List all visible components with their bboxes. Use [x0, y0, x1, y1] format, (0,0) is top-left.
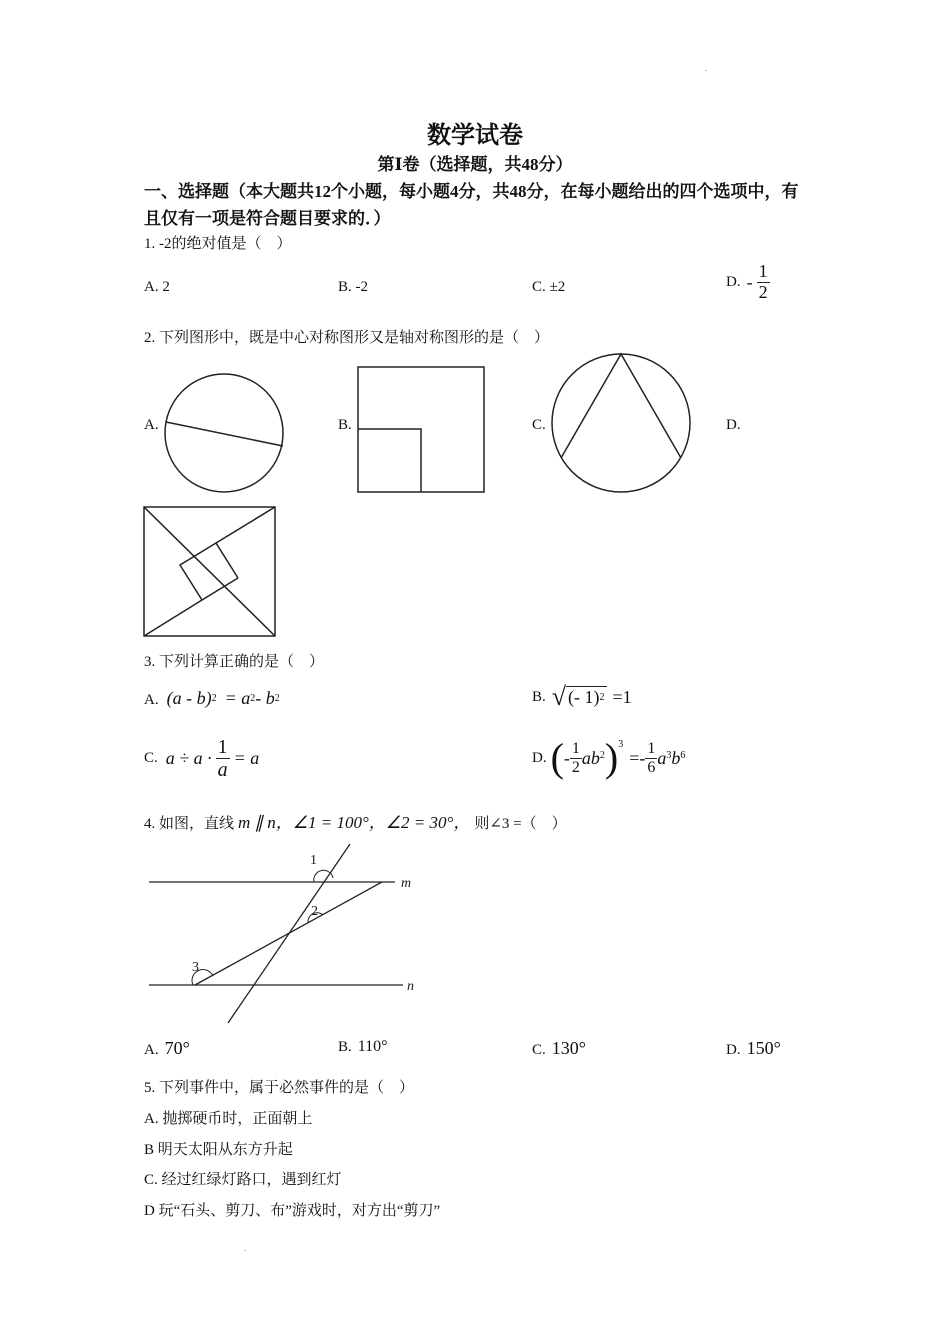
option-label: C. [144, 750, 158, 766]
fraction [216, 736, 230, 781]
option-label: D. [726, 273, 741, 290]
option-label: B. [338, 1039, 352, 1055]
expression: = a [224, 688, 251, 708]
question-2-option-c: C. [532, 417, 546, 433]
line-n-label: n [407, 979, 414, 994]
option-value: 70° [164, 1038, 190, 1058]
expression: - b [255, 688, 275, 708]
figure-circle-with-triangle [548, 350, 694, 496]
angle-2-label: 2 [311, 904, 318, 919]
stem-math: m ∥ n，∠1 = 100°，∠2 = 30°， [238, 813, 471, 832]
question-1-option-a: A. 2 [144, 279, 170, 295]
angle-3-label: 3 [192, 960, 199, 975]
question-2-stem: 2. 下列图形中，既是中心对称图形又是轴对称图形的是（ ） [144, 330, 550, 346]
part-subtitle: 第Ⅰ卷（选择题，共48分） [377, 155, 573, 174]
fraction-numerator: 1 [571, 739, 580, 757]
section-heading: 一、选择题（本大题共12个小题，每小题4分，共48分，在每小题给出的四个选项中，有且仅有一项是符合题目要求的．） [144, 182, 799, 228]
exponent: 2 [274, 693, 280, 704]
option-label: B. [532, 688, 546, 705]
question-4-option-a [144, 1038, 190, 1059]
option-label: A. [144, 1042, 159, 1058]
question-3-option-b [532, 684, 632, 710]
option-label: D. [532, 749, 547, 766]
option-value: 150° [746, 1038, 781, 1058]
option-value: 110° [357, 1038, 388, 1055]
question-4-option-c [532, 1038, 586, 1059]
expression: =- [629, 747, 646, 768]
expression: =1 [612, 686, 632, 707]
fraction-numerator: 1 [217, 736, 228, 758]
question-1-stem: 1. -2的绝对值是（ ） [144, 236, 292, 252]
expression: - [563, 747, 570, 768]
question-4-option-d [726, 1038, 781, 1059]
fraction-numerator: 1 [647, 739, 656, 757]
exponent: 3 [618, 738, 624, 750]
page-title: 数学试卷 [427, 123, 523, 149]
stem-text: 4. 如图，直线 [144, 816, 235, 832]
exponent: 2 [211, 693, 217, 704]
expression: ab [581, 747, 600, 768]
question-2-option-d: D. [726, 417, 741, 433]
fraction-denominator: 2 [571, 758, 580, 776]
sqrt-icon: √ [551, 682, 567, 711]
figure-pinwheel-square [142, 505, 278, 639]
question-1-option-c: C. ±2 [532, 279, 566, 295]
question-5-stem: 5. 下列事件中，属于必然事件的是（ ） [144, 1080, 415, 1096]
question-3-option-a [144, 688, 280, 709]
option-label: C. [532, 1042, 546, 1058]
exponent: 2 [250, 693, 256, 704]
expression: a [657, 747, 667, 768]
figure-parallel-lines-angles [145, 842, 425, 1027]
question-5-option-b: B 明天太阳从东方升起 [144, 1142, 293, 1158]
option-label: A. [144, 692, 159, 708]
question-3-stem: 3. 下列计算正确的是（ ） [144, 654, 325, 670]
fraction-denominator: a [217, 759, 228, 781]
exponent: 2 [599, 692, 605, 703]
expression: = a [233, 748, 260, 768]
corner-mark-top [705, 70, 707, 71]
question-4-stem [144, 808, 567, 833]
expression: (a - b) [166, 688, 212, 708]
question-3-option-d [532, 735, 686, 780]
expression: a ÷ a · [165, 748, 212, 768]
angle-1-label: 1 [310, 853, 317, 868]
right-paren: ) [604, 735, 619, 780]
exponent: 2 [599, 749, 605, 761]
minus-sign: - [746, 271, 753, 292]
question-5-option-d: D 玩“石头、剪刀、布”游戏时，对方出“剪刀” [144, 1203, 441, 1219]
line-m-label: m [401, 876, 412, 891]
figure-circle-with-chord [160, 370, 290, 498]
exponent: 6 [680, 749, 686, 761]
fraction-denominator: 6 [647, 758, 656, 776]
question-2-option-b: B. [338, 417, 352, 433]
fraction-denominator: 2 [758, 281, 768, 302]
question-1-option-d [726, 262, 770, 303]
fraction [570, 740, 582, 776]
option-value: 130° [551, 1038, 586, 1058]
expression: (- 1) [568, 687, 600, 707]
question-3-option-c [144, 736, 259, 781]
question-5-option-c: C. 经过红绿灯路口，遇到红灯 [144, 1172, 342, 1188]
question-2-option-a: A. [144, 417, 159, 433]
fraction [757, 262, 770, 303]
exponent: 3 [666, 749, 672, 761]
corner-mark-bottom [244, 1250, 246, 1251]
fraction-numerator: 1 [758, 261, 768, 281]
fraction [645, 740, 657, 776]
question-1-option-b: B. -2 [338, 279, 368, 295]
radicand [566, 686, 606, 708]
left-paren: ( [550, 735, 564, 780]
figure-square-in-square [356, 365, 488, 495]
question-5-option-a: A. 抛掷硬币时，正面朝上 [144, 1111, 313, 1127]
stem-text: 则∠3 =（ ） [474, 816, 567, 832]
expression: b [671, 747, 681, 768]
question-4-option-b [338, 1038, 388, 1056]
option-label: D. [726, 1042, 741, 1058]
